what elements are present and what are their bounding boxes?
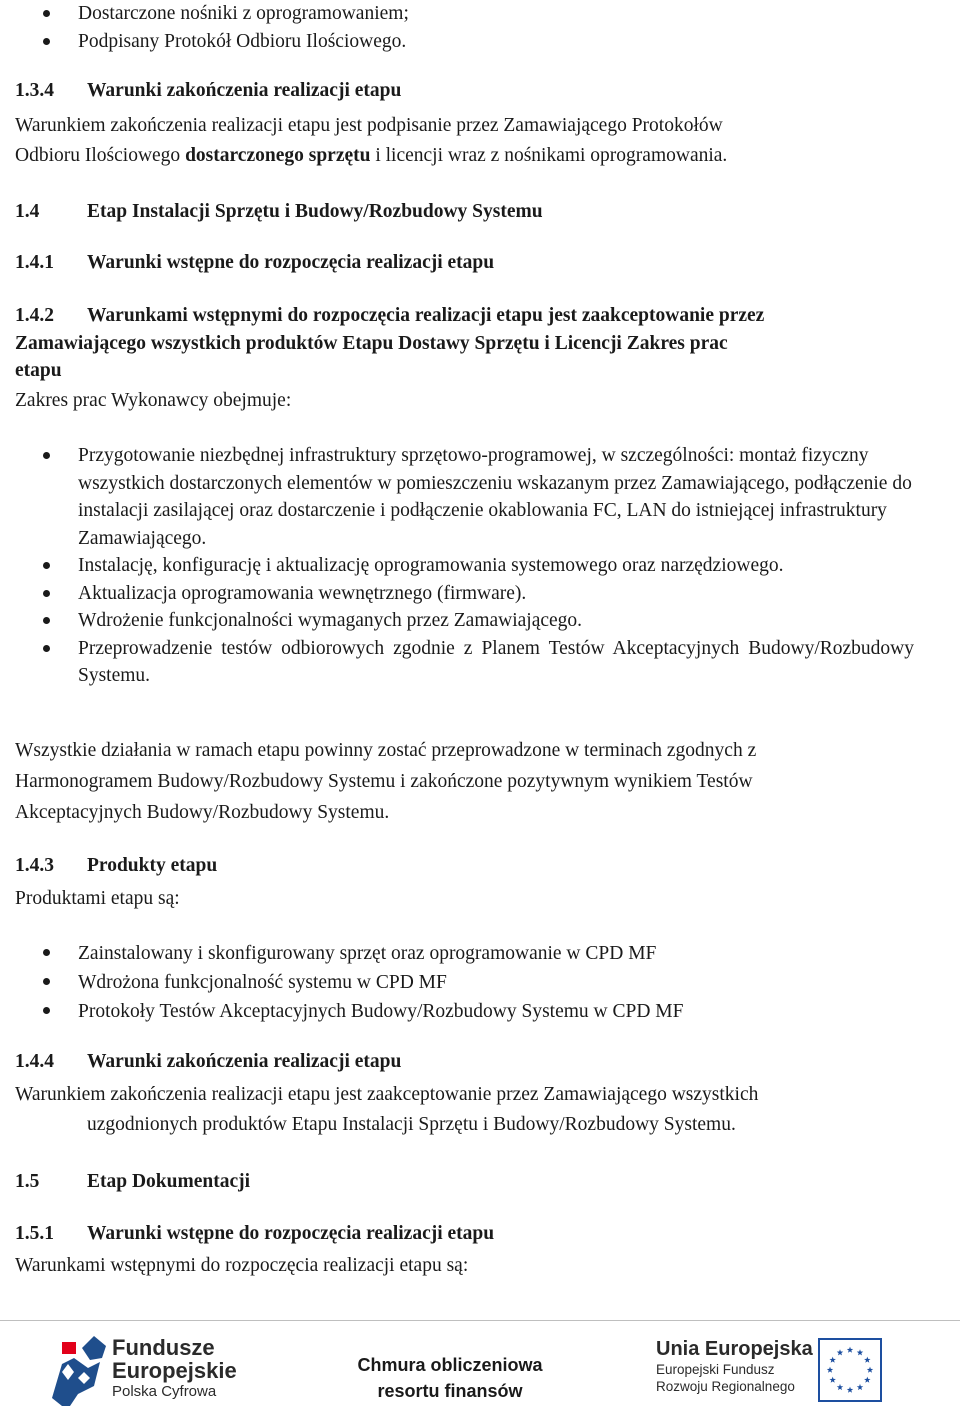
footer-divider xyxy=(0,1320,960,1321)
heading-1-3-4: 1.3.4 Warunki zakończenia realizacji etapu xyxy=(15,80,402,101)
scope-bullet-list xyxy=(0,442,914,690)
list-item: Zainstalowany i skonfigurowany sprzęt oraz oprogramowanie w CPD MF xyxy=(0,939,914,968)
heading-1-4: 1.4 Etap Instalacji Sprzętu i Budowy/Rozbudowy Systemu xyxy=(15,201,543,222)
eu-logo-text: Unia Europejska Europejski Fundusz Rozwoju Regionalnego xyxy=(656,1338,813,1394)
heading-1-5-1: 1.5.1 Warunki wstępne do rozpoczęcia realizacji etapu xyxy=(15,1223,495,1244)
paragraph-line: uzgodnionych produktów Etapu Instalacji Sprzętu i Budowy/Rozbudowy Systemu. xyxy=(87,1114,736,1135)
paragraph-line: Warunkiem zakończenia realizacji etapu jest zaakceptowanie przez Zamawiającego wszystkich xyxy=(15,1084,759,1105)
project-name: Chmura obliczeniowa resortu finansów xyxy=(357,1355,543,1401)
heading-1-5: 1.5 Etap Dokumentacji xyxy=(15,1171,251,1192)
paragraph-line: Warunkiem zakończenia realizacji etapu jest podpisanie przez Zamawiającego Protokołów xyxy=(15,115,723,136)
list-item: Instalację, konfigurację i aktualizację oprogramowania systemowego oraz narzędziowego. xyxy=(0,552,914,580)
products-bullet-list xyxy=(0,939,914,1026)
fe-star-shape xyxy=(82,1336,106,1360)
paragraph-line: Warunkami wstępnymi do rozpoczęcia realizacji etapu są: xyxy=(15,1255,469,1276)
fe-star-shape xyxy=(52,1358,100,1406)
list-item: Wdrożenie funkcjonalności wymaganych przez Zamawiającego. xyxy=(0,607,914,635)
list-item: Przeprowadzenie testów odbiorowych zgodnie z Planem Testów Akceptacyjnych Budowy/Rozbudowy Systemu. xyxy=(0,635,914,690)
heading-line: Zamawiającego wszystkich produktów Etapu Dostawy Sprzętu i Licencji Zakres prac xyxy=(15,333,728,354)
paragraph-line: Harmonogramem Budowy/Rozbudowy Systemu i zakończone pozytywnym wynikiem Testów xyxy=(15,771,753,792)
list-item: Przygotowanie niezbędnej infrastruktury sprzętowo-programowej, w szczególności: montaż fizyczny wszystkich dostarczonych elementów w pomieszczeniu wskazanym przez Zamawiającego, podłączenie do instalacji zasilającej oraz dostarczenie i podłączenie okablowania FC, LAN do istniejącej infrastruktury Zamawiającego. xyxy=(0,442,914,552)
fe-red-square xyxy=(62,1342,76,1354)
heading-1-4-4: 1.4.4 Warunki zakończenia realizacji etapu xyxy=(15,1051,402,1072)
list-item: Wdrożona funkcjonalność systemu w CPD MF xyxy=(0,968,914,997)
heading-1-4-2: 1.4.2 Warunkami wstępnymi do rozpoczęcia realizacji etapu jest zaakceptowanie przez xyxy=(15,305,765,326)
paragraph-line: Odbioru Ilościowego dostarczonego sprzętu i licencji wraz z nośnikami oprogramowania. xyxy=(15,145,728,166)
list-item: Protokoły Testów Akceptacyjnych Budowy/Rozbudowy Systemu w CPD MF xyxy=(0,997,914,1026)
eu-flag-icon xyxy=(818,1338,882,1402)
products-intro: Produktami etapu są: xyxy=(15,888,180,909)
list-item: Aktualizacja oprogramowania wewnętrznego (firmware). xyxy=(0,580,914,608)
top-bullet-list xyxy=(0,0,914,55)
heading-1-4-3: 1.4.3 Produkty etapu xyxy=(15,855,218,876)
scope-intro: Zakres prac Wykonawcy obejmuje: xyxy=(15,390,292,411)
paragraph-line: Akceptacyjnych Budowy/Rozbudowy Systemu. xyxy=(15,802,390,823)
paragraph-line: Wszystkie działania w ramach etapu powinny zostać przeprowadzone w terminach zgodnych z xyxy=(15,740,757,761)
heading-line: etapu xyxy=(15,360,62,381)
fe-logo-text: Fundusze Europejskie Polska Cyfrowa xyxy=(112,1335,237,1400)
list-item: Podpisany Protokół Odbioru Ilościowego. xyxy=(0,28,914,56)
list-item: Dostarczone nośniki z oprogramowaniem; xyxy=(0,0,914,28)
heading-1-4-1: 1.4.1 Warunki wstępne do rozpoczęcia realizacji etapu xyxy=(15,252,495,273)
